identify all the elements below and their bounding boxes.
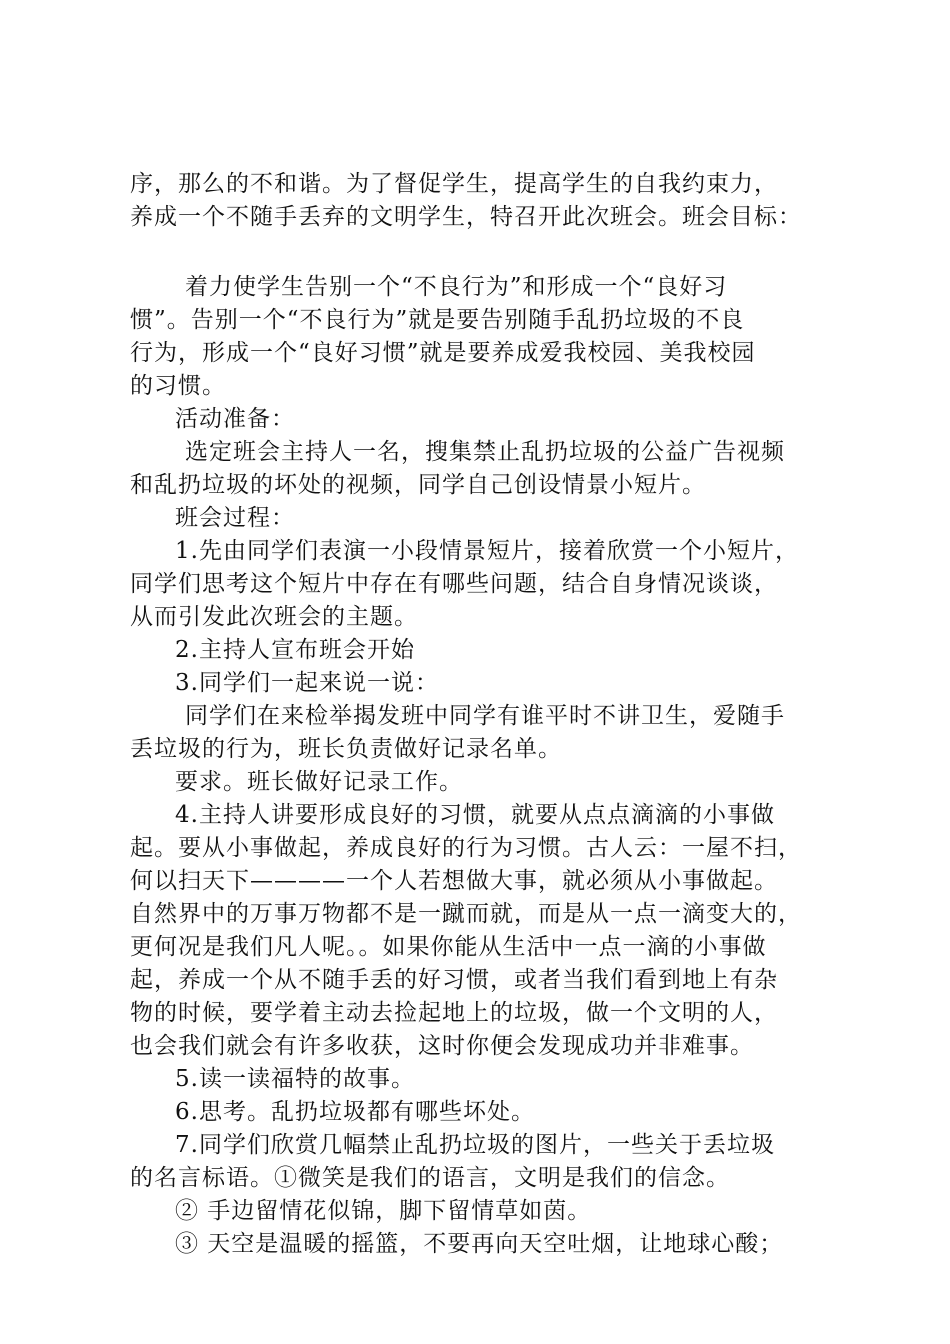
list-item: 3.同学们一起来说一说： [175, 670, 439, 696]
text-line: 的习惯。 [130, 373, 226, 399]
text-line: 序，那么的不和谐。为了督促学生，提高学生的自我约束力， [130, 171, 778, 197]
text-line: 丢垃圾的行为，班长负责做好记录名单。 [130, 736, 562, 762]
blank-line [130, 234, 830, 271]
text-line: 也会我们就会有许多收获，这时你便会发现成功并非难事。 [130, 1033, 754, 1059]
section-heading: 班会过程： [175, 505, 295, 531]
text-line: 选定班会主持人一名，搜集禁止乱扔垃圾的公益广告视频 [185, 439, 785, 465]
text-line: 更何况是我们凡人呢。。如果你能从生活中一点一滴的小事做 [130, 934, 767, 960]
list-item: 2.主持人宣布班会开始 [175, 637, 415, 663]
section-heading: 活动准备： [175, 406, 295, 432]
text-line: 物的时候，要学着主动去捡起地上的垃圾，做一个文明的人， [130, 1000, 778, 1026]
text-line: 何以扫天下————一个人若想做大事，就必须从小事做起。 [130, 868, 778, 894]
list-item: 5.读一读福特的故事。 [175, 1066, 415, 1092]
text-line: 自然界中的万事万物都不是一蹴而就，而是从一点一滴变大的， [130, 901, 802, 927]
list-item: 4.主持人讲要形成良好的习惯，就要从点点滴滴的小事做 [175, 802, 775, 828]
text-line: 惯”。告别一个“不良行为”就是要告别随手乱扔垃圾的不良 [130, 307, 745, 333]
document-body [130, 168, 830, 1261]
list-item: 6.思考。乱扔垃圾都有哪些坏处。 [175, 1099, 535, 1125]
quote-item: ③ 天空是温暖的摇篮，不要再向天空吐烟，让地球心酸； [175, 1231, 784, 1257]
text-line: 起，养成一个从不随手丢的好习惯，或者当我们看到地上有杂 [130, 967, 778, 993]
quote-item: ② 手边留情花似锦，脚下留情草如茵。 [175, 1198, 592, 1224]
text-line: 着力使学生告别一个“不良行为”和形成一个“良好习 [185, 274, 728, 300]
text-line: 同学们思考这个短片中存在有哪些问题，结合自身情况谈谈， [130, 571, 778, 597]
text-line: 行为，形成一个“良好习惯”就是要养成爱我校园、美我校园 [130, 340, 756, 366]
text-line: 和乱扔垃圾的坏处的视频，同学自己创设情景小短片。 [130, 472, 706, 498]
list-item: 7.同学们欣赏几幅禁止乱扔垃圾的图片，一些关于丢垃圾 [175, 1132, 775, 1158]
text-line: 要求。班长做好记录工作。 [175, 769, 463, 795]
text-line: 从而引发此次班会的主题。 [130, 604, 418, 630]
text-line: 同学们在来检举揭发班中同学有谁平时不讲卫生，爱随手 [185, 703, 785, 729]
text-line: 养成一个不随手丢弃的文明学生，特召开此次班会。班会目标： [130, 204, 802, 230]
text-line: 起。要从小事做起，养成良好的行为习惯。古人云：一屋不扫， [130, 835, 802, 861]
text-line: 的名言标语。①微笑是我们的语言，文明是我们的信念。 [130, 1165, 730, 1191]
list-item: 1.先由同学们表演一小段情景短片，接着欣赏一个小短片， [175, 538, 799, 564]
